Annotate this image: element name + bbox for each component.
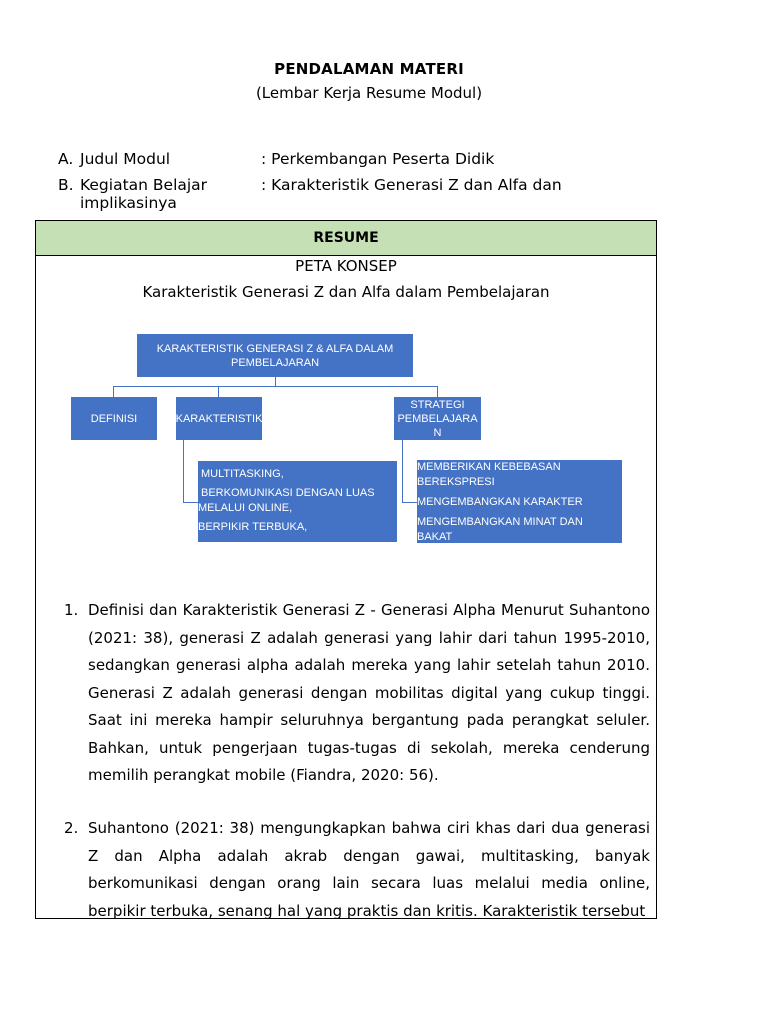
connector-karakteristik bbox=[218, 386, 219, 397]
info-label-kegiatan: Kegiatan Belajar bbox=[80, 176, 208, 194]
strategi-item: MENGEMBANGKAN MINAT DAN bbox=[417, 516, 583, 528]
concept-map-subtitle: Karakteristik Generasi Z dan Alfa dalam Pembelajaran bbox=[142, 283, 550, 301]
connector-definisi bbox=[113, 386, 114, 397]
document-subtitle: (Lembar Kerja Resume Modul) bbox=[255, 84, 483, 102]
info-value-judul: : Perkembangan Peserta Didik bbox=[261, 150, 495, 168]
paragraph-number: 1. bbox=[64, 601, 79, 619]
document-title: PENDALAMAN MATERI bbox=[274, 60, 464, 78]
map-strategi-box: STRATEGI PEMBELAJARA N bbox=[394, 397, 481, 440]
map-strategi-details bbox=[417, 460, 622, 543]
info-label-judul: Judul Modul bbox=[80, 150, 171, 168]
info-value-kegiatan: : Karakteristik Generasi Z dan Alfa dan bbox=[261, 176, 562, 194]
connector-strategi-detail-h bbox=[402, 502, 417, 503]
karakteristik-item: BERPIKIR TERBUKA, bbox=[198, 521, 308, 533]
paragraph-karakteristik: Suhantono (2021: 38) mengungkapkan bahwa ciri khas dari dua generasi Z dan Alpha adalah akrab dengan gawai, multitasking, banyak berkomunikasi dengan orang lain secara luas melalui media online, berpikir terbuka, senang hal yang praktis dan kritis. Karakteristik tersebut bbox=[88, 819, 650, 919]
strategi-item: BAKAT bbox=[417, 531, 453, 543]
connector-karakteristik-detail-h bbox=[183, 502, 198, 503]
map-root-box: KARAKTERISTIK GENERASI Z & ALFA DALAM PEMBELAJARAN bbox=[137, 334, 413, 377]
karakteristik-item: MULTITASKING, bbox=[201, 468, 284, 480]
info-label-kegiatan-cont: implikasinya bbox=[80, 194, 177, 212]
concept-map-title: PETA KONSEP bbox=[295, 257, 397, 275]
connector-strategi-detail bbox=[402, 440, 403, 502]
map-karakteristik-details bbox=[198, 461, 397, 542]
map-definisi-box: DEFINISI bbox=[71, 397, 157, 440]
resume-table bbox=[35, 220, 657, 919]
strategi-item: MENGEMBANGKAN KARAKTER bbox=[417, 496, 583, 508]
info-marker-b: B. bbox=[58, 176, 74, 194]
info-marker-a: A. bbox=[58, 150, 74, 168]
resume-heading: RESUME bbox=[36, 221, 656, 256]
connector-strategi bbox=[437, 386, 438, 397]
karakteristik-item: BERKOMUNIKASI DENGAN LUAS bbox=[201, 487, 375, 499]
karakteristik-item: MELALUI ONLINE, bbox=[198, 502, 293, 514]
connector-karakteristik-detail bbox=[183, 440, 184, 502]
paragraph-definisi: Definisi dan Karakteristik Generasi Z - Generasi Alpha Menurut Suhantono (2021: 38), generasi Z adalah generasi yang lahir dari tahun 1995-2010, sedangkan generasi alpha adalah mereka yang lahir setelah tahun 2010. Generasi Z adalah generasi dengan mobilitas digital yang cukup tinggi. Saat ini mereka hampir seluruhnya bergantung pada perangkat seluler. Bahkan, untuk pengerjaan tugas-tugas di sekolah, mereka cenderung memilih perangkat mobile (Fiandra, 2020: 56). bbox=[88, 601, 650, 784]
paragraph-number: 2. bbox=[64, 819, 79, 837]
strategi-item: BEREKSPRESI bbox=[417, 476, 495, 488]
map-karakteristik-box: KARAKTERISTIK bbox=[176, 397, 262, 440]
strategi-item: MEMBERIKAN KEBEBASAN bbox=[417, 461, 561, 473]
connector-root bbox=[275, 377, 276, 386]
connector-horizontal bbox=[113, 386, 437, 387]
